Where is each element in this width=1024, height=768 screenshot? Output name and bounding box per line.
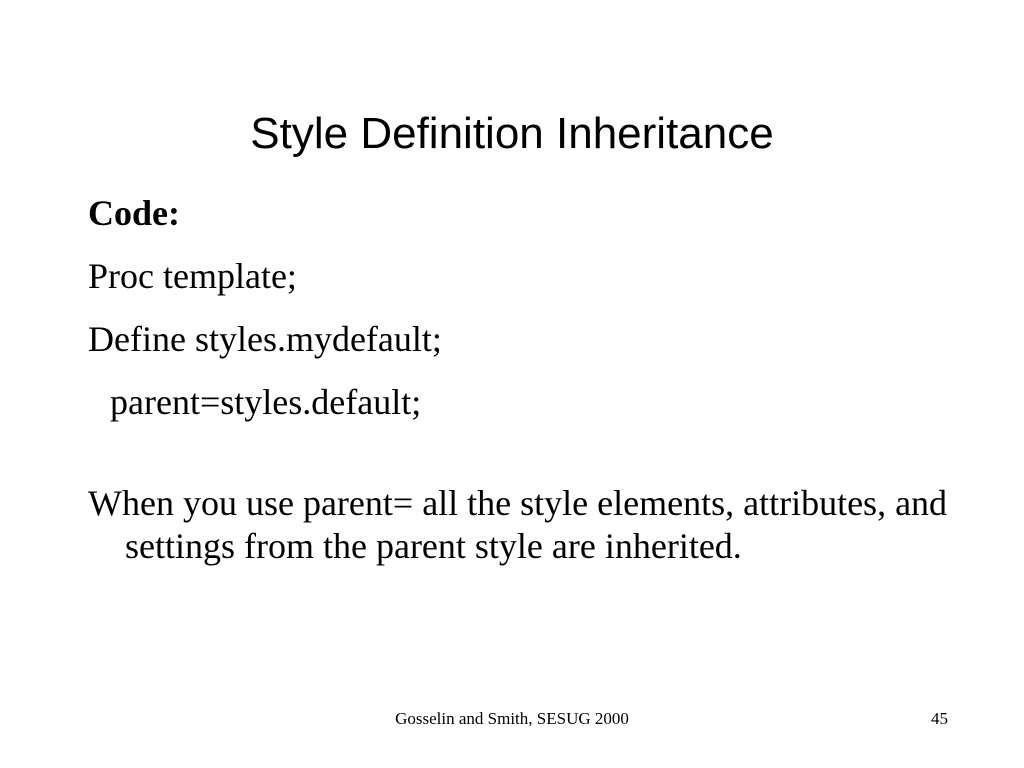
code-label: Code: [88, 193, 180, 233]
slide-body [88, 192, 948, 568]
page-number: 45 [931, 709, 948, 728]
explanation-paragraph: When you use parent= all the style elements, attributes, and settings from the parent style are inherited. [88, 483, 948, 566]
code-line: parent=styles.default; [110, 382, 422, 422]
code-line: Define styles.mydefault; [88, 319, 442, 359]
slide-title: Style Definition Inheritance [250, 109, 774, 158]
code-line: Proc template; [88, 256, 297, 296]
spacer [88, 444, 948, 482]
footer-source: Gosselin and Smith, SESUG 2000 [395, 709, 629, 728]
